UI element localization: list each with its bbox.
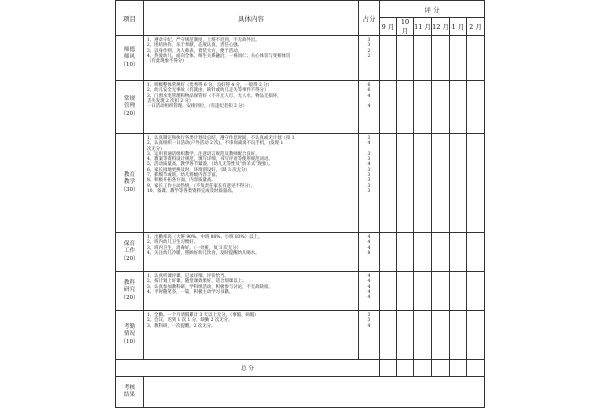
month-score-cell[interactable] xyxy=(450,81,467,134)
points-value: 3 xyxy=(367,173,371,179)
points-value: 4 xyxy=(367,245,371,251)
section-name-line: 研究 xyxy=(123,287,136,294)
header-month: 2 月 xyxy=(467,18,485,36)
criteria-item: 1、认真听课评课，记录详细，评价恰当。 xyxy=(147,274,229,279)
section-items xyxy=(144,36,359,81)
points-value: 4 xyxy=(367,104,371,110)
month-score-cell[interactable] xyxy=(414,272,432,311)
month-score-cell[interactable] xyxy=(380,81,397,134)
section-items xyxy=(144,233,359,272)
month-score-cell[interactable] xyxy=(380,36,397,81)
points-value: 3 xyxy=(367,38,371,43)
section-name-line: 工作 xyxy=(123,248,136,255)
points-value: 3 xyxy=(367,167,371,173)
points-value: 3 xyxy=(367,183,371,189)
points-value: 3 xyxy=(367,188,371,194)
month-score-cell[interactable] xyxy=(414,36,432,81)
month-score-cell[interactable] xyxy=(432,272,450,311)
section-row xyxy=(116,272,485,311)
points-value: 8 xyxy=(367,250,371,256)
section-name-line: 教科 xyxy=(123,279,136,286)
section-name xyxy=(116,81,144,134)
criteria-item: 次无分） xyxy=(147,146,165,152)
section-name-line: （20） xyxy=(120,294,139,301)
total-score-cell[interactable] xyxy=(467,360,485,377)
month-score-cell[interactable] xyxy=(397,311,414,360)
section-name xyxy=(116,311,144,360)
month-score-cell[interactable] xyxy=(432,134,450,233)
month-score-cell[interactable] xyxy=(397,272,414,311)
month-score-cell[interactable] xyxy=(450,36,467,81)
criteria-item: 9、家长工作主动热情，（不负责任家长有意见不得分）。 xyxy=(147,183,256,189)
section-name xyxy=(116,272,144,311)
month-score-cell[interactable] xyxy=(414,311,432,360)
section-points xyxy=(359,81,380,134)
points-value: 3 xyxy=(367,178,371,184)
section-points xyxy=(359,311,380,360)
criteria-item: 3、班内卫生，消毒好。（一处脏，复 3 次无分） xyxy=(147,245,241,251)
section-row xyxy=(116,81,485,134)
points-value: 6 xyxy=(367,83,371,88)
criteria-item: 3、运用普通话组织教学，注意语言规范及教师配合良好。 xyxy=(147,151,260,157)
total-label: 总 分 xyxy=(116,360,380,377)
points-value: 2 xyxy=(367,48,371,54)
month-score-cell[interactable] xyxy=(380,272,397,311)
points-value: 4 xyxy=(367,323,371,329)
criteria-item: 6、家长园地更换及时，环境创设好，（缺 3 次无分） xyxy=(147,167,250,173)
month-score-cell[interactable] xyxy=(414,81,432,134)
criteria-item: 3、门窗水电管理和物品保管好（不开无人灯、无人水，物品无损坏， xyxy=(147,93,282,99)
month-score-cell[interactable] xyxy=(467,272,485,311)
criteria-item: 8、积极开拓各方面，内容质量高。 xyxy=(147,178,216,184)
criteria-item: 2、幼儿安全无事故（有就由，缺针或幼儿走失等事件不得分） xyxy=(147,88,269,94)
section-name-line: 教学 xyxy=(123,179,136,186)
criteria-item: 2、认真组织一日活动(户外活动 2 次)，不串岗离岗不玩手机，(发现 1 xyxy=(147,141,284,147)
points-value: 4 xyxy=(367,284,371,290)
section-items xyxy=(144,134,359,233)
criteria-item: 2、团结协作，乐于奉献，态度认真，责任心强。 xyxy=(147,43,242,49)
header-month: 12 月 xyxy=(432,18,450,36)
criteria-item: 4、平时随笔多，一篇，积极主动学习书籍。 xyxy=(147,289,234,295)
points-value: 4 xyxy=(367,240,371,246)
result-label xyxy=(116,377,144,408)
month-score-cell[interactable] xyxy=(414,233,432,272)
month-score-cell[interactable] xyxy=(432,81,450,134)
section-name-line: 保育 xyxy=(123,240,136,247)
section-name-line: （20） xyxy=(120,255,139,262)
header-month: 1 月 xyxy=(450,18,467,36)
criteria-item: 3、教科研，一次提醒，2 次无分。 xyxy=(147,323,216,329)
points-value: 4 xyxy=(367,289,371,295)
criteria-item: 1、遵章守纪，严守规范制度，上班不迟到，不无故外出。 xyxy=(147,38,260,43)
section-name-line: 师风 xyxy=(123,54,136,61)
section-name xyxy=(116,36,144,81)
evaluation-table xyxy=(115,0,485,408)
section-points xyxy=(359,36,380,81)
points-value: 3 xyxy=(367,151,371,157)
points-value: 4 xyxy=(367,295,371,301)
criteria-item: 3、认真参加教科研，学科组活动，积极参与讨论，不无故缺席。 xyxy=(147,284,273,290)
header-month: 9 月 xyxy=(380,18,397,36)
section-row xyxy=(116,36,485,81)
section-name-line: 管理 xyxy=(123,103,136,110)
points-value: 3 xyxy=(367,318,371,324)
points-value: 2 xyxy=(367,53,371,59)
section-name-line: （10） xyxy=(120,61,139,68)
criteria-item: 1、出勤率高（大班 90%、中班 88%、小班 83%）以上。 xyxy=(147,235,263,240)
section-name-line: 考勤 xyxy=(123,323,136,330)
total-score-cell[interactable] xyxy=(450,360,467,377)
header-points: 占分 xyxy=(359,1,380,36)
header-content: 具体内容 xyxy=(144,1,359,36)
month-score-cell[interactable] xyxy=(432,233,450,272)
points-value: 4 xyxy=(367,162,371,168)
section-name-line: （30） xyxy=(120,186,139,193)
header-score: 评 分 xyxy=(380,1,485,18)
criteria-item: 10、备课、教学等各类资料完成及时质量高。 xyxy=(147,188,237,194)
month-score-cell[interactable] xyxy=(450,233,467,272)
criteria-item: （有此现象不得分） xyxy=(147,59,187,65)
header-month: 10 月 xyxy=(397,18,414,36)
month-score-cell[interactable] xyxy=(467,233,485,272)
month-score-cell[interactable] xyxy=(467,311,485,360)
section-name-line: （10） xyxy=(120,338,139,345)
month-score-cell[interactable] xyxy=(450,311,467,360)
section-items xyxy=(144,272,359,311)
section-row xyxy=(116,233,485,272)
month-score-cell[interactable] xyxy=(397,134,414,233)
points-value: 4 xyxy=(367,235,371,240)
criteria-item: 2、会议，迟到 1 次 1 分，缺勤 2 次无分。 xyxy=(147,318,233,324)
criteria-item: 1、认真制定和执行各类计划及总结，遵守作息时间，不认真或无计划（扣 1 xyxy=(147,136,295,141)
month-score-cell[interactable] xyxy=(380,311,397,360)
month-score-cell[interactable] xyxy=(467,81,485,134)
points-value: 3 xyxy=(367,157,371,163)
month-score-cell[interactable] xyxy=(432,311,450,360)
points-value: 3 xyxy=(367,136,371,141)
section-items xyxy=(144,81,359,134)
total-score-cell[interactable] xyxy=(397,360,414,377)
criteria-item: 3、以身作则，为人师表，着装大方，便于活动。 xyxy=(147,48,242,54)
month-score-cell[interactable] xyxy=(414,134,432,233)
header-month: 11 月 xyxy=(414,18,432,36)
section-name-line: 常规 xyxy=(123,95,136,102)
criteria-item: 4、热爱幼儿，面向全体，师生关系融洽，一视同仁；关心体罚与变相体罚 xyxy=(147,53,291,59)
month-score-cell[interactable] xyxy=(432,36,450,81)
criteria-item: 2、按计划上好课，随堂课效果好，适合划课以上。 xyxy=(147,279,247,285)
criteria-item: 4、关注幼儿冷暖，照顾好幼儿饮食，及时提醒幼儿喝水。 xyxy=(147,250,260,256)
criteria-item: 2、班内幼儿卫生习惯好。 xyxy=(147,240,199,246)
result-label-line: 结果 xyxy=(123,392,136,398)
month-score-cell[interactable] xyxy=(450,134,467,233)
month-score-cell[interactable] xyxy=(450,272,467,311)
section-points xyxy=(359,233,380,272)
section-points xyxy=(359,272,380,311)
points-value: 3 xyxy=(367,313,371,318)
criteria-item: 4、教案等资料设计规范，填写详细，书写评语等使用规范词语。 xyxy=(147,157,273,163)
section-row xyxy=(116,134,485,233)
section-items xyxy=(144,311,359,360)
month-score-cell[interactable] xyxy=(467,36,485,81)
total-score-cell[interactable] xyxy=(432,360,450,377)
month-score-cell[interactable] xyxy=(380,233,397,272)
criteria-item: 1、全勤。一个月请假累计 3 天以上无分。（事假、病假） xyxy=(147,313,259,318)
section-name-line: （20） xyxy=(120,110,139,117)
criteria-item: 一日活动组织管理，安排到位。（有违纪者扣 2 分） xyxy=(147,104,247,110)
points-value: 4 xyxy=(367,274,371,279)
month-score-cell[interactable] xyxy=(397,36,414,81)
criteria-item: 丢失发现 2 次扣 2 分） xyxy=(147,98,194,104)
result-label-line: 考核 xyxy=(123,384,136,391)
result-content-cell[interactable] xyxy=(144,377,485,408)
header-item: 项目 xyxy=(116,1,144,36)
total-score-cell[interactable] xyxy=(414,360,432,377)
section-name xyxy=(116,134,144,233)
points-value: 4 xyxy=(367,279,371,285)
section-name-line: 教育 xyxy=(123,171,136,178)
points-value: 4 xyxy=(367,141,371,147)
evaluation-sheet xyxy=(115,0,484,400)
section-points xyxy=(359,134,380,233)
points-value: 4 xyxy=(367,93,371,99)
month-score-cell[interactable] xyxy=(467,134,485,233)
criteria-item: 5、活动质量高，教学各节紧凑，（幼儿无等性及“放羊式”现象）。 xyxy=(147,162,273,168)
total-score-cell[interactable] xyxy=(380,360,397,377)
month-score-cell[interactable] xyxy=(397,233,414,272)
section-row xyxy=(116,311,485,360)
month-score-cell[interactable] xyxy=(397,81,414,134)
criteria-item: 1、班级整体常规好（优秀得 6 分，良好得 4 分，一般得 2 分） xyxy=(147,83,272,88)
section-name-line: 师德 xyxy=(123,46,136,53)
section-name xyxy=(116,233,144,272)
month-score-cell[interactable] xyxy=(380,134,397,233)
points-value: 6 xyxy=(367,88,371,94)
section-name-line: 情况 xyxy=(123,331,136,338)
points-value: 3 xyxy=(367,43,371,49)
criteria-item: 7、抓细节或班，幼儿班级内容丰富。 xyxy=(147,173,221,179)
